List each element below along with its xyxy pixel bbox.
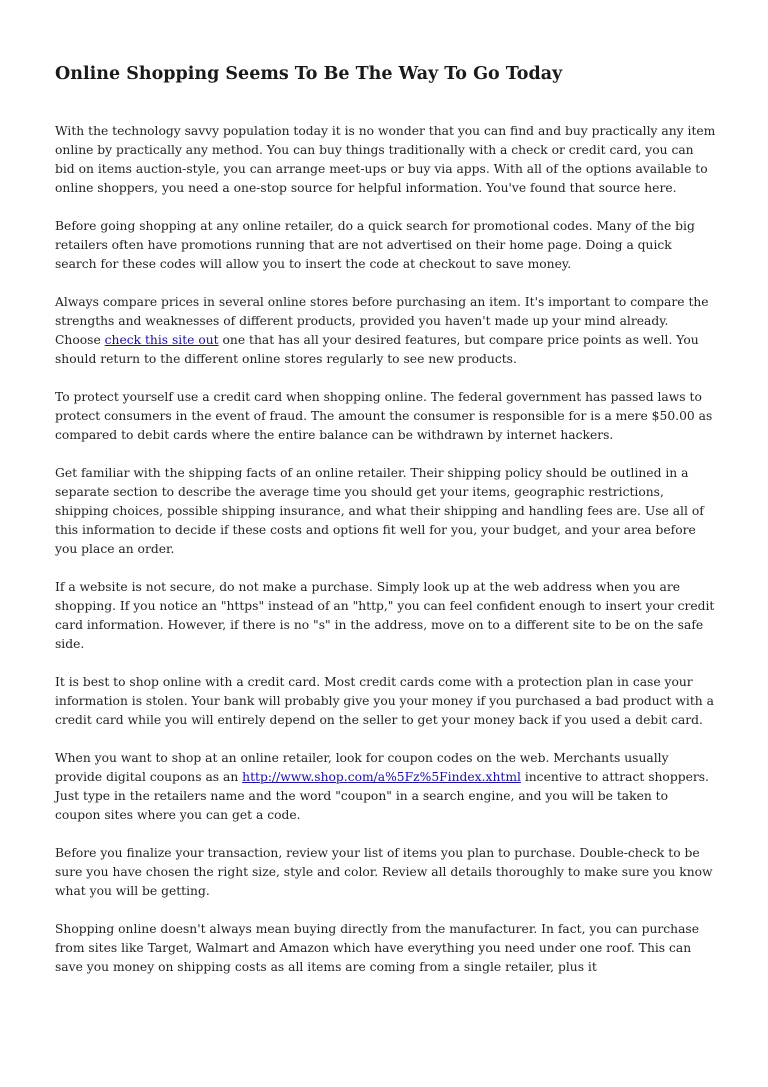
paragraph-intro: With the technology savvy population today it is no wonder that you can find and buy practically any item online by practically any method. You can buy things traditionally with a check or credit card, you can bid on items auction-style, you can arrange meet-ups or buy via apps. With all of the options available to online shoppers, you need a one-stop source for helpful information. You've found that source here. — [55, 124, 716, 195]
paragraph-retailers: Shopping online doesn't always mean buying directly from the manufacturer. In fact, you can purchase from sites like Target, Walmart and Amazon which have everything you need under one roof. This can save you money on shipping costs as all items are coming from a single retailer, plus it — [55, 922, 700, 974]
paragraph-text: incentive to attract shoppers. Just type in the retailers name and the word "coupon" in a search engine, and you will be taken to coupon sites where you can get a code. — [55, 770, 709, 822]
paragraph-promo-codes: Before going shopping at any online retailer, do a quick search for promotional codes. Many of the big retailers often have promotions running that are not advertised on their home page. Doing a quick search for these codes will allow you to insert the code at checkout to save money. — [55, 219, 695, 271]
paragraph-coupons — [55, 749, 717, 825]
paragraph-credit-card-protection: To protect yourself use a credit card when shopping online. The federal government has passed laws to protect consumers in the event of fraud. The amount the consumer is responsible for is a mere $50.00 as compared to debit cards where the entire balance can be withdrawn by internet hackers. — [55, 390, 713, 442]
paragraph-review-items: Before you finalize your transaction, review your list of items you plan to purchase. Double-check to be sure you have chosen the right size, style and color. Review all details thoroughly to make sure you know what you will be getting. — [55, 846, 713, 898]
paragraph-text: Always compare prices in several online stores before purchasing an item. It's important to compare the strengths and weaknesses of different products, provided you haven't made up your mind already. Choose — [55, 295, 709, 347]
paragraph-credit-card: It is best to shop online with a credit card. Most credit cards come with a protection plan in case your information is stolen. Your bank will probably give you your money if you purchased a bad product with a credit card while you will entirely depend on the seller to get your money back if you used a debit card. — [55, 675, 714, 727]
paragraph-text: one that has all your desired features, but compare price points as well. You should return to the different online stores regularly to see new products. — [55, 333, 699, 366]
page-title: Online Shopping Seems To Be The Way To Go Today — [55, 64, 563, 84]
article-body — [55, 122, 717, 996]
paragraph-secure-site: If a website is not secure, do not make a purchase. Simply look up at the web address when you are shopping. If you notice an "https" instead of an "http," you can feel confident enough to insert your credit card information. However, if there is no "s" in the address, move on to a different site to be on the safe side. — [55, 580, 715, 651]
paragraph-compare-prices — [55, 293, 717, 369]
check-site-link[interactable]: check this site out — [104, 333, 219, 347]
shop-url-link[interactable]: http://www.shop.com/a%5Fz%5Findex.xhtml — [242, 770, 521, 784]
paragraph-shipping: Get familiar with the shipping facts of an online retailer. Their shipping policy should be outlined in a separate section to describe the average time you should get your items, geographic restrictions, shipping choices, possible shipping insurance, and what their shipping and handling fees are. Use all of this information to decide if these costs and options fit well for you, your budget, and your area before you place an order. — [55, 466, 704, 556]
paragraph-text: When you want to shop at an online retailer, look for coupon codes on the web. Merchants usually provide digital coupons as an — [55, 751, 669, 784]
